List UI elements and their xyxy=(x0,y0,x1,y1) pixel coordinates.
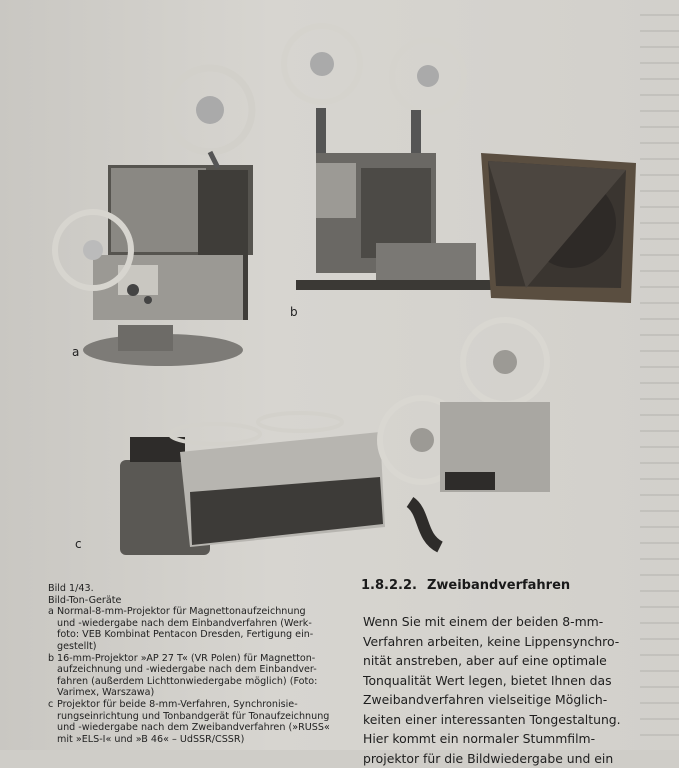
caption-marker: c xyxy=(48,699,57,745)
caption-title: Bild 1/43. xyxy=(48,583,348,595)
caption-marker: a xyxy=(48,606,57,652)
photo-label-a: a xyxy=(72,345,79,359)
section-heading xyxy=(361,578,580,593)
caption-subtitle: Bild-Ton-Geräte xyxy=(48,595,348,607)
body-line: Zweibandverfahren vielseitige Möglich- xyxy=(363,690,653,710)
body-line: Hier kommt ein normaler Stummfilm- xyxy=(363,729,653,749)
caption-text: Projektor für beide 8-mm-Verfahren, Synchronisie- rungseinrichtung und Tonbandgerät für Tonaufzeichnung und -wiedergabe nach dem Zweibandverfahren (»RUSS« mit »ELS-I« und »B 46« – UdSSR/CSSR) xyxy=(57,699,330,745)
caption-item-b xyxy=(48,653,348,699)
photo-projector-b xyxy=(276,18,646,308)
caption-item-a xyxy=(48,606,348,652)
body-line: Tonqualität Wert legen, bietet Ihnen das xyxy=(363,671,653,691)
photo-label-c: c xyxy=(75,537,82,551)
body-line: Wenn Sie mit einem der beiden 8-mm- xyxy=(363,612,653,632)
figure-caption xyxy=(48,583,348,745)
caption-marker: b xyxy=(48,653,57,699)
photo-projector-c xyxy=(110,312,560,577)
body-line: Verfahren arbeiten, keine Lippensynchro- xyxy=(363,632,653,652)
caption-text: Normal-8-mm-Projektor für Magnettonaufzeichnung und -wiedergabe nach dem Einbandverfahren (Werk- foto: VEB Kombinat Pentacon Dresden, Fertigung ein- gestellt) xyxy=(57,606,313,652)
section-number: 1.8.2.2. xyxy=(361,578,417,593)
body-line: nität anstreben, aber auf eine optimale xyxy=(363,651,653,671)
caption-text: 16-mm-Projektor »AP 27 T« (VR Polen) für Magnetton- aufzeichnung und -wiedergabe nach dem Einbandver- fahren (außerdem Lichttonwiedergabe möglich) (Foto: Varimex, Warszawa) xyxy=(57,653,317,699)
body-line: keiten einer interessanten Tongestaltung. xyxy=(363,710,653,730)
photo-label-b: b xyxy=(290,305,298,319)
body-line: projektor für die Bildwiedergabe und ein xyxy=(363,749,653,768)
section-title: Zweibandverfahren xyxy=(427,578,570,593)
body-text xyxy=(363,612,653,768)
caption-item-c xyxy=(48,699,348,745)
